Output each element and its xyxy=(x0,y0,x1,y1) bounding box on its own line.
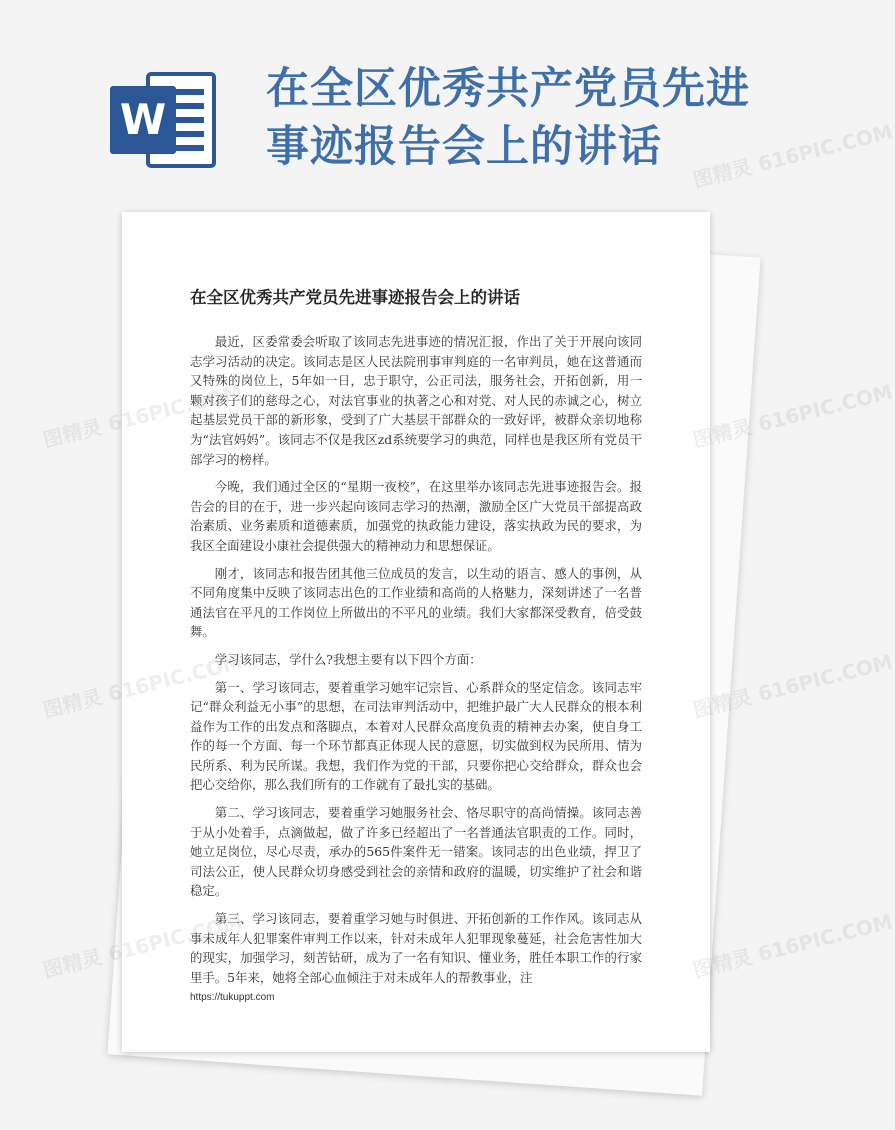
document-body xyxy=(190,332,642,995)
watermark: 图精灵 xyxy=(40,414,105,453)
document-page xyxy=(122,212,710,1052)
paragraph-4: 学习该同志，学什么?我想主要有以下四个方面： xyxy=(214,651,482,667)
paragraph-6: 第二、学习该同志，要着重学习她服务社会、恪尽职守的高尚情操。该同志善于从小处着手，点滴做起，做了许多已经超出了一名普通法官职责的工作。同时，她立足岗位，尽心尽责，承办的565件案件无一错案。该同志的出色业绩，捍卫了司法公正，使人民群众切身感受到社会的亲情和政府的温暖，切实维护了社会和谐稳定。 xyxy=(190,805,642,899)
paragraph-7: 第三、学习该同志，要着重学习她与时俱进、开拓创新的工作作风。该同志从事未成年人犯罪案件审判工作以来，针对未成年人犯罪现象蔓延，社会危害性加大的现实，加强学习，刻苦钻研，成为了一名有知识、懂业务，胜任本职工作的行家里手。5年来，她将全部心血倾注于对未成年人的帮教事业，注 xyxy=(190,911,642,985)
paragraph-1: 最近，区委常委会听取了该同志先进事迹的情况汇报，作出了关于开展向该同志学习活动的决定。该同志是区人民法院刑事审判庭的一名审判员，她在这普通而又特殊的岗位上，5年如一日，忠于职守，公正司法，服务社会，开拓创新，用一颗对孩子们的慈母之心，对法官事业的执著之心和对党、对人民的赤诚之心，树立起基层党员干部的新形象，受到了广大基层干部群众的一致好评，被群众亲切地称为“法官妈妈”。该同志不仅是我区zd系统要学习的典范，同样也是我区所有党员干部学习的榜样。 xyxy=(190,334,642,467)
word-document-icon xyxy=(108,70,218,170)
source-url: https://tukuppt.com xyxy=(190,992,275,1003)
watermark: 图精灵 xyxy=(40,684,105,723)
paragraph-2: 今晚，我们通过全区的“星期一夜校”，在这里举办该同志先进事迹报告会。报告会的目的在于，进一步兴起向该同志学习的热潮，激励全区广大党员干部提高政治素质、业务素质和道德素质，加强党的执政能力建设，落实执政为民的要求，为我区全面建设小康社会提供强大的精神动力和思想保证。 xyxy=(190,479,642,553)
paragraph-5: 第一、学习该同志，要着重学习她牢记宗旨、心系群众的坚定信念。该同志牢记“群众利益无小事”的思想，在司法审判活动中，把维护最广大人民群众的根本利益作为工作的出发点和落脚点，本着对人民群众高度负责的精神去办案，使自身工作的每一个方面、每一个环节都真正体现人民的意愿，切实做到权为民所用、情为民所系、利为民所谋。我想，我们作为党的干部，只要你把心交给群众，群众也会把心交给你，那么我们所有的工作就有了最扎实的基础。 xyxy=(190,679,642,793)
watermark: 图精灵 616PIC.COM xyxy=(690,119,895,193)
watermark: 图精灵 xyxy=(40,944,105,983)
watermark: 图精灵 616PIC.COM xyxy=(690,379,895,453)
banner-title: 在全区优秀共产党员先进事迹报告会上的讲话 xyxy=(266,64,750,172)
watermark: 图精灵 616PIC.COM xyxy=(690,649,895,723)
word-icon-letter: W xyxy=(119,95,167,144)
banner xyxy=(0,0,800,210)
document-title: 在全区优秀共产党员先进事迹报告会上的讲话 xyxy=(190,288,520,307)
watermark: 图精灵 616PIC.COM xyxy=(690,909,895,983)
paragraph-3: 刚才，该同志和报告团其他三位成员的发言，以生动的语言、感人的事例，从不同角度集中反映了该同志出色的工作业绩和高尚的人格魅力，深刻讲述了一名普通法官在平凡的工作岗位上所做出的不平凡的业绩。我们大家都深受教育，倍受鼓舞。 xyxy=(190,565,642,640)
